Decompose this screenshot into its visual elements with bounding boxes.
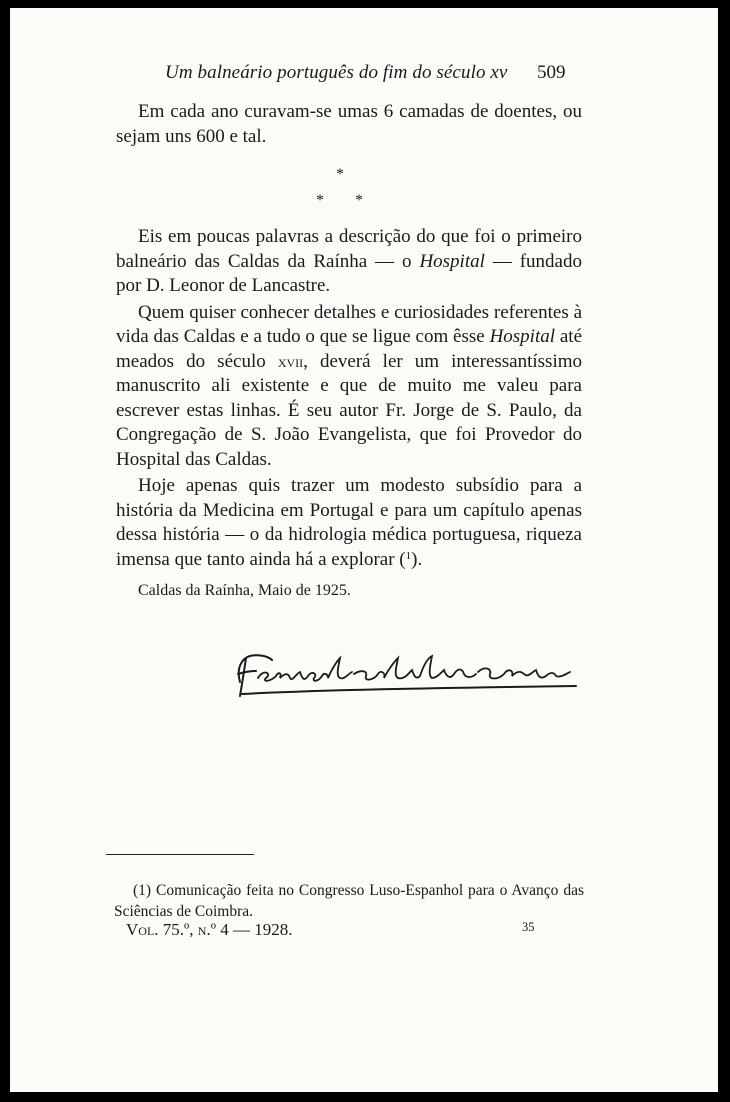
body-text	[116, 100, 582, 572]
paragraph-4-text: Hoje apenas quis trazer um modesto subsídio para a história da Medicina em Portugal e para um capítulo apenas dessa história — o da hidrologia médica portuguesa, riqueza imensa que tanto ainda há a explorar (	[116, 475, 582, 570]
paragraph-2-text: Eis em poucas palavras a descrição do que foi o primeiro balneário das Caldas da Raínha — o	[116, 226, 582, 272]
signature-drawing	[228, 638, 588, 708]
paragraph-3-text: Quem quiser conhecer detalhes e curiosidades referentes à vida das Caldas e a tudo o que se ligue com êsse	[116, 301, 582, 347]
footnote-body: Comunicação feita no Congresso Luso-Espanhol para o Avanço das Sciências de Coimbra.	[114, 882, 584, 920]
paragraph-1: Em cada ano curavam-se umas 6 camadas de doentes, ou sejam uns 600 e tal.	[116, 101, 582, 147]
signature	[228, 638, 588, 708]
running-header	[10, 62, 718, 90]
footnote-reference: 1	[405, 549, 412, 562]
asterisk-top: *	[336, 166, 344, 183]
paragraph-3-italic: Hospital	[489, 326, 556, 347]
paragraph-4	[116, 474, 582, 572]
asterisk-left: *	[316, 192, 324, 209]
century-numeral: xvii	[277, 351, 304, 371]
footnote	[114, 880, 584, 922]
paragraph-4-text-end: ).	[411, 548, 423, 570]
page-footer	[10, 920, 718, 942]
dateline: Caldas da Raínha, Maio de 1925.	[138, 582, 351, 599]
volume-line: Vol. 75.º, n.º 4 — 1928.	[126, 920, 293, 939]
signature-number: 35	[522, 920, 535, 934]
footnote-rule	[106, 854, 254, 855]
paragraph-2	[116, 225, 582, 299]
paragraph-3-text-end: , deverá ler um interessantíssimo manuscrito ali existente e que de muito me valeu para escrever estas linhas. É seu autor Fr. Jorge de S. Paulo, da Congregação de S. João Evangelista, que foi Provedor do Hospital das Caldas.	[116, 350, 583, 470]
section-separator	[116, 149, 582, 219]
page-number: 509	[537, 62, 566, 83]
footnote-text	[114, 880, 584, 922]
running-title: Um balneário português do fim do século xv	[165, 62, 508, 83]
page	[10, 8, 718, 1092]
paragraph-2-text-end: — fundado por D. Leonor de Lancastre.	[116, 250, 582, 296]
footnote-marker: (1)	[133, 882, 152, 899]
paragraph-3	[116, 301, 582, 473]
paragraph-2-italic: Hospital	[419, 250, 485, 272]
asterisk-right: *	[355, 192, 363, 209]
paragraph-3-text-mid: até meados do século	[116, 326, 582, 372]
